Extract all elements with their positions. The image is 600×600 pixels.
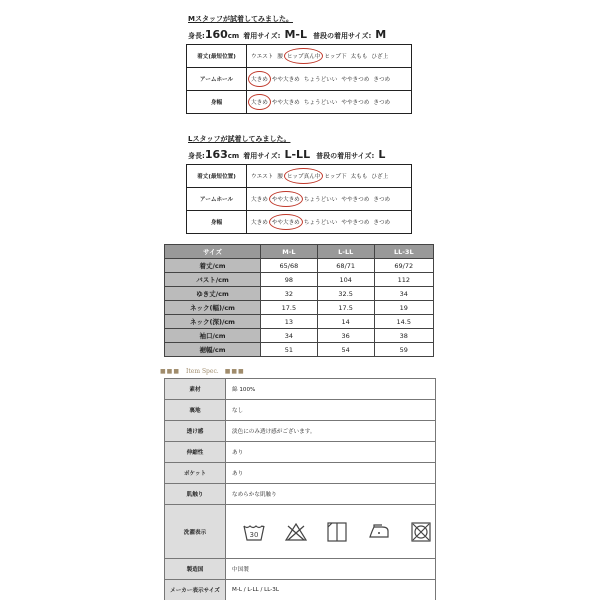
size-value: L-LL [284, 148, 311, 161]
size-row [165, 273, 434, 287]
spec-key: 肌触り [165, 484, 226, 505]
fit-row-options [247, 91, 412, 114]
fit-row-options [247, 45, 412, 68]
fit-row-label: 身幅 [187, 211, 247, 234]
fit-option: やや大きめ [271, 77, 300, 83]
spec-key: 伸縮性 [165, 442, 226, 463]
staff-m-title: Mスタッフが試着してみました。 [188, 15, 293, 23]
fit-option: ややきつめ [341, 77, 370, 83]
spec-value: M-L / L-LL / LL-3L [226, 580, 436, 600]
fit-option-circled: やや大きめ [271, 197, 300, 203]
fit-option: 腰 [277, 174, 283, 180]
size-measure-label: ネック(幅)/cm [165, 301, 261, 315]
staff-m-stats [188, 28, 386, 41]
fit-row-options [247, 211, 412, 234]
fit-row-label: 身幅 [187, 91, 247, 114]
size-row [165, 301, 434, 315]
size-cell: 34 [374, 287, 433, 301]
size-measure-label: ゆき丈/cm [165, 287, 261, 301]
size-measure-label: ネック(深)/cm [165, 315, 261, 329]
spec-row [165, 442, 436, 463]
fit-option: きつめ [373, 220, 391, 226]
item-spec-title: Item Spec. [186, 368, 219, 375]
size-measure-label: 袖口/cm [165, 329, 261, 343]
line-dry-icon [326, 521, 348, 543]
wash-30-icon [242, 522, 266, 542]
fit-row-label: アームホール [187, 188, 247, 211]
fit-option: ひざ上 [371, 174, 389, 180]
size-measure-label: バスト/cm [165, 273, 261, 287]
spec-value: 綿 100% [226, 379, 436, 400]
size-cell: 98 [261, 273, 318, 287]
fit-row-label: 着丈(最短位置) [187, 165, 247, 188]
spec-row [165, 559, 436, 580]
fit-option: ややきつめ [341, 197, 370, 203]
fit-option: 腰 [277, 54, 283, 60]
fit-option: ちょうどいい [303, 197, 338, 203]
spec-row [165, 505, 436, 559]
size-header-cell: LL-3L [374, 245, 433, 259]
spec-key: メーカー表示サイズ [165, 580, 226, 600]
fit-row [187, 68, 412, 91]
fit-option: 大きめ [251, 197, 268, 203]
height-value: 163 [204, 148, 228, 161]
size-cell: 13 [261, 315, 318, 329]
usual-label: 普段の着用サイズ: [316, 152, 375, 160]
spec-key: ポケット [165, 463, 226, 484]
wash-icons [232, 521, 435, 543]
item-spec-table [164, 378, 436, 600]
size-label: 着用サイズ: [243, 152, 281, 160]
spec-row [165, 379, 436, 400]
size-cell: 59 [374, 343, 433, 357]
fit-option: ヒップ下 [324, 54, 347, 60]
fit-option-circled: ヒップ真ん中 [287, 174, 321, 180]
size-cell: 34 [261, 329, 318, 343]
size-cell: 36 [317, 329, 374, 343]
size-header-cell: L-LL [317, 245, 374, 259]
iron-icon [366, 523, 392, 541]
size-measure-label: 裾幅/cm [165, 343, 261, 357]
staff-l-title: Lスタッフが試着してみました。 [188, 135, 291, 143]
fit-option: きつめ [373, 197, 391, 203]
height-value: 160 [204, 28, 228, 41]
fit-option: ややきつめ [341, 100, 370, 106]
spec-key: 製造国 [165, 559, 226, 580]
spec-key: 裏地 [165, 400, 226, 421]
usual-value: M [375, 28, 387, 41]
size-header-cell: サイズ [165, 245, 261, 259]
size-cell: 38 [374, 329, 433, 343]
usual-value: L [378, 148, 386, 161]
staff-m-fit-table [186, 44, 412, 114]
no-bleach-icon [284, 522, 308, 542]
size-cell: 17.5 [317, 301, 374, 315]
size-cell: 51 [261, 343, 318, 357]
fit-row-options [247, 68, 412, 91]
size-cell: 54 [317, 343, 374, 357]
fit-row-label: アームホール [187, 68, 247, 91]
size-row [165, 259, 434, 273]
fit-row [187, 165, 412, 188]
spec-value: あり [226, 463, 436, 484]
size-label: 着用サイズ: [243, 32, 281, 40]
height-unit: cm [227, 152, 240, 160]
fit-option: きつめ [373, 100, 391, 106]
spec-value: 淡色にのみ透け感がございます。 [226, 421, 436, 442]
fit-row [187, 188, 412, 211]
spec-row [165, 484, 436, 505]
size-row [165, 315, 434, 329]
staff-l-fit-table [186, 164, 412, 234]
height-unit: cm [227, 32, 240, 40]
spec-key: 洗濯表示 [165, 505, 226, 559]
size-cell: 112 [374, 273, 433, 287]
spec-value [226, 505, 436, 559]
spec-value: 中国製 [226, 559, 436, 580]
fit-option-circled: ヒップ真ん中 [287, 54, 321, 60]
fit-option: ややきつめ [341, 220, 370, 226]
size-cell: 14.5 [374, 315, 433, 329]
size-row [165, 343, 434, 357]
size-cell: 17.5 [261, 301, 318, 315]
spec-row [165, 400, 436, 421]
fit-option: ウエスト [251, 174, 274, 180]
size-header-row [165, 245, 434, 259]
fit-option: ちょうどいい [303, 77, 338, 83]
staff-l-stats [188, 148, 385, 161]
fit-option: ちょうどいい [303, 100, 338, 106]
size-row [165, 329, 434, 343]
fit-option: 太もも [350, 174, 368, 180]
fit-option: やや大きめ [271, 100, 300, 106]
height-label: 身長: [188, 152, 205, 160]
size-row [165, 287, 434, 301]
fit-option: きつめ [373, 77, 391, 83]
fit-option: 太もも [350, 54, 368, 60]
fit-option: ちょうどいい [303, 220, 338, 226]
spec-value: あり [226, 442, 436, 463]
spec-row [165, 421, 436, 442]
size-header-cell: M-L [261, 245, 318, 259]
fit-option-circled: 大きめ [251, 100, 268, 106]
fit-option-circled: 大きめ [251, 77, 268, 83]
spec-row [165, 463, 436, 484]
size-table [164, 244, 434, 357]
fit-option: 大きめ [251, 220, 268, 226]
size-cell: 19 [374, 301, 433, 315]
size-cell: 69/72 [374, 259, 433, 273]
fit-row-options [247, 165, 412, 188]
fit-row-options [247, 188, 412, 211]
size-cell: 32 [261, 287, 318, 301]
size-cell: 14 [317, 315, 374, 329]
fit-row [187, 45, 412, 68]
size-measure-label: 着丈/cm [165, 259, 261, 273]
fit-option: ウエスト [251, 54, 274, 60]
fit-option: ひざ上 [371, 54, 389, 60]
svg-text:30: 30 [249, 530, 259, 539]
fit-option-circled: やや大きめ [271, 220, 300, 226]
size-cell: 65/68 [261, 259, 318, 273]
size-value: M-L [284, 28, 308, 41]
spec-value: なめらかな肌触り [226, 484, 436, 505]
item-spec-header [160, 368, 245, 375]
size-cell: 68/71 [317, 259, 374, 273]
spec-key: 素材 [165, 379, 226, 400]
fit-row-label: 着丈(最短位置) [187, 45, 247, 68]
fit-option: ヒップ下 [324, 174, 347, 180]
size-cell: 32.5 [317, 287, 374, 301]
size-cell: 104 [317, 273, 374, 287]
fit-row [187, 211, 412, 234]
height-label: 身長: [188, 32, 205, 40]
spec-dots-left: ■■■ [160, 368, 181, 375]
usual-label: 普段の着用サイズ: [313, 32, 372, 40]
spec-value: なし [226, 400, 436, 421]
spec-dots-right: ■■■ [224, 368, 245, 375]
spec-row [165, 580, 436, 600]
spec-key: 透け感 [165, 421, 226, 442]
no-tumble-dry-icon [410, 521, 432, 543]
fit-row [187, 91, 412, 114]
